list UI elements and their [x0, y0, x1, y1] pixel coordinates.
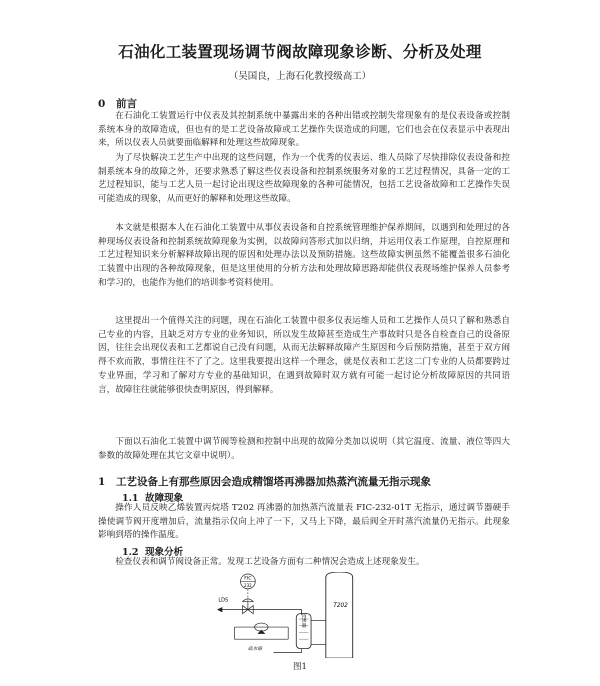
tower-label: T202	[333, 602, 348, 609]
section-heading-intro	[98, 96, 137, 111]
paragraph-3: 本文就是根据本人在石油化工装置中从事仪表设备和自控系统管理维护保养期间，以遇到和处理过的各种现场仪表设备和控制系统故障现象为实例，以故障问答形式加以归纳，并运用仪表工作原理，自控原理和工艺过程知识来分析解释故障出现的原因和处理办法以及预防措施。这些故障实例虽然不能覆盖很多石油化工装置中出现的各种故障现象，但是这里使用的分析方法和处理故障思路却能供仪表现场维护保养人员参考和学习的，也能作为他们的培训参考资料使用。	[98, 223, 510, 288]
author-line: （吴国良，上海石化教授级高工）	[228, 71, 372, 82]
section-title: 工艺设备上有那些原因会造成精馏塔再沸器加热蒸汽流量无指示现象	[116, 476, 431, 488]
trap-label: 疏水器	[247, 646, 262, 652]
process-diagram	[160, 572, 450, 658]
section-heading-1	[98, 474, 431, 489]
reboiler-label: 再沸器	[301, 613, 307, 628]
steam-trap	[234, 623, 301, 653]
fic-tag: 232	[244, 582, 252, 588]
document-title: 石油化工装置现场调节阀故障现象诊断、分析及处理	[118, 42, 482, 61]
paragraph-5: 下面以石油化工装置中调节阀等检测和控制中出现的故障分类加以说明（其它温度、流量、液位等四大参数的故障处理在其它文章中说明）。	[98, 437, 510, 461]
paragraph-4: 这里提出一个值得关注的问题，现在石油化工装置中很多仪表运维人员和工艺操作人员只了解和熟悉自己专业的内容，且缺乏对方专业的业务知识，所以发生故障甚至造成生产事故时只是各自检查自己的设备原因，往往会出现仪表和工艺都说自己没有问题，从而无法解释故障产生原因和今后预防措施，甚至于双方闹得不欢而散，事情往往不了了之。这里我要提出这样一个理念，就是仪表和工艺这二门专业的人员都要跨过专业界面，学习和了解对方专业的基础知识，在遇到故障时双方就有可能一起讨论分析故障原因的共同语言，故障往往就能够很快查明原因，得到解释。	[98, 316, 510, 395]
fic-instrument	[241, 574, 256, 602]
subsection-title: 故障现象	[145, 493, 184, 504]
paragraph-7: 检查仪表和调节阀设备正常。发现工艺设备方面有二种情况会造成上述现象发生。	[115, 557, 425, 567]
subsection-number: 1.1	[122, 493, 139, 504]
subsection-title: 现象分析	[145, 547, 184, 558]
steam-line	[217, 598, 302, 615]
tower-t202	[311, 572, 353, 658]
paragraph-2: 为了尽快解决工艺生产中出现的这些问题，作为一个优秀的仪表运、维人员除了尽快排除仪表设备和控制系统本身的故障之外，还要求熟悉了解这些仪表设备和控制系统服务对象的工艺过程情况，具备一定的工艺过程知识，能与工艺人员一起讨论出现这些故障现象的各种可能情况，包括工艺设备故障和工艺操作失误可能造成的现象，从而更好的解释和处理这些故障。	[98, 153, 510, 205]
fic-label: FIC	[244, 576, 252, 582]
section-number: 1	[98, 476, 106, 488]
figure-caption: 图1	[293, 662, 307, 672]
subsection-number: 1.2	[122, 547, 139, 558]
section-number: 0	[98, 98, 106, 110]
section-title: 前言	[116, 98, 137, 110]
reboiler	[296, 612, 311, 648]
lds-label: LDS	[218, 597, 229, 604]
paragraph-6: 操作人员反映乙烯装置丙烷塔 T202 再沸器的加热蒸汽流量表 FIC-232-01T 无指示，通过调节器硬手操使调节阀开度增加后，流量指示仅向上冲了一下，又马上下降，最后阀全开时蒸汽流量仍无指示。此现象影响到塔的操作温度。	[98, 503, 510, 541]
paragraph-1: 在石油化工装置运行中仪表及其控制系统中暴露出来的各种出错或控制失常现象有的是仪表设备或控制系统本身的故障造成，但也有的是工艺设备故障或工艺操作失误造成的问题，它们也会在仪表显示中表现出来，所以仪表人员就要面临解释和处理这些故障现象。	[98, 111, 510, 149]
